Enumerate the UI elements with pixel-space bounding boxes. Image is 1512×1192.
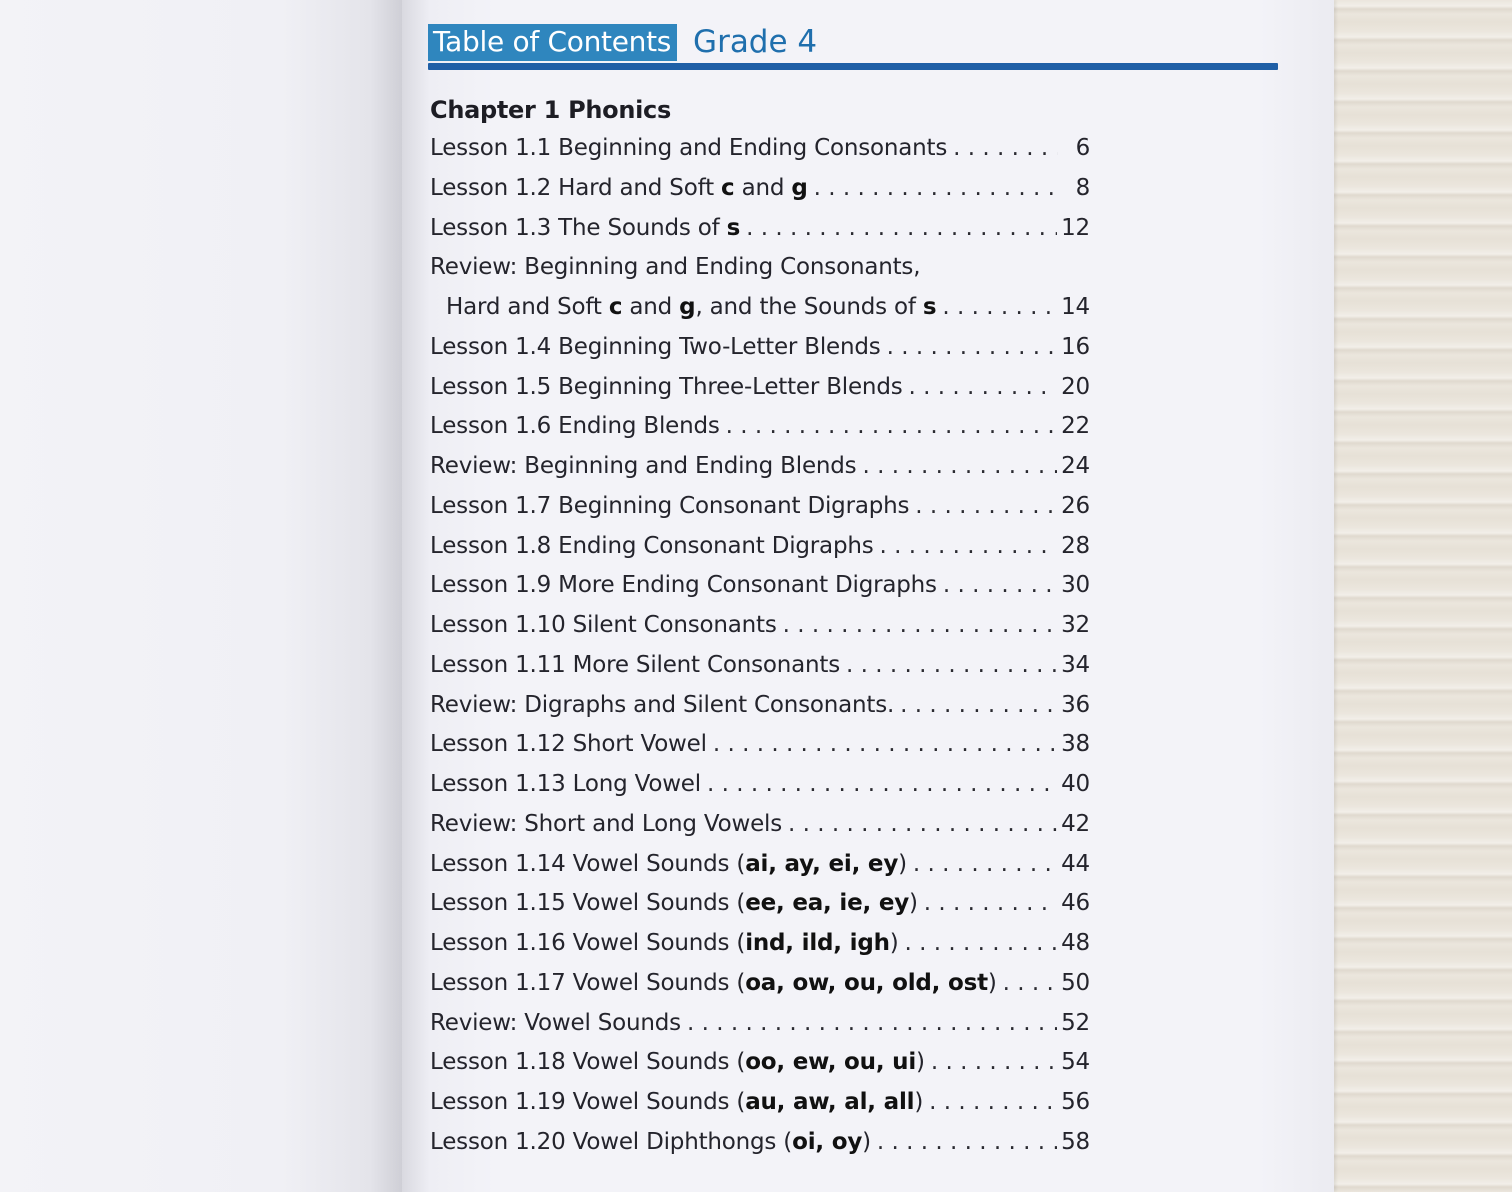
toc-entry-title: Lesson 1.9 More Ending Consonant Digraphs [430, 572, 937, 599]
page-header [428, 22, 817, 62]
dot-leader [953, 135, 1058, 161]
dot-leader [887, 334, 1058, 360]
toc-entry [430, 135, 1090, 175]
dot-leader [924, 890, 1057, 916]
toc-entry-page-number: 30 [1061, 572, 1090, 599]
toc-entry-page-number: 14 [1061, 294, 1090, 320]
toc-entry-title: Lesson 1.17 Vowel Sounds (oa, ow, ou, old, ost) [430, 969, 997, 996]
toc-entry [430, 890, 1090, 930]
toc-entry-title: Lesson 1.13 Long Vowel [430, 771, 701, 797]
dot-leader [846, 652, 1057, 678]
toc-entry-page-number: 42 [1061, 810, 1090, 837]
toc-entry-page-number: 36 [1061, 691, 1090, 718]
toc-entry [430, 334, 1090, 374]
toc-entry [430, 612, 1090, 652]
toc-entry-title: Lesson 1.8 Ending Consonant Digraphs [430, 532, 874, 559]
dot-leader [900, 692, 1057, 718]
toc-entry [430, 771, 1090, 811]
dot-leader [707, 771, 1057, 797]
toc-entry [430, 215, 1090, 255]
toc-entry-title: Lesson 1.3 The Sounds of s [430, 214, 741, 241]
toc-entry-title: Review: Vowel Sounds [430, 1009, 681, 1036]
dot-leader [943, 572, 1057, 598]
toc-entry-title: Lesson 1.12 Short Vowel [430, 731, 707, 758]
toc-entry [430, 1049, 1090, 1089]
toc-entry-page-number: 6 [1075, 135, 1090, 161]
toc-entry-title: Lesson 1.11 More Silent Consonants [430, 651, 840, 678]
toc-entry [430, 1129, 1090, 1169]
dot-leader [942, 294, 1057, 320]
toc-entry-page-number: 58 [1061, 1128, 1090, 1155]
toc-entry [430, 811, 1090, 851]
toc-entry-title: Hard and Soft c and g, and the Sounds of s [446, 294, 937, 320]
toc-entry-page-number: 40 [1061, 771, 1090, 797]
dot-leader [905, 930, 1058, 956]
toc-entry-page-number: 32 [1061, 612, 1090, 638]
header-rule [428, 63, 1278, 70]
toc-entry-title: Lesson 1.1 Beginning and Ending Consonants [430, 135, 948, 161]
table-surface [1322, 0, 1512, 1192]
toc-entry-page-number: 24 [1061, 453, 1090, 479]
toc-entry-page-number: 38 [1061, 731, 1090, 758]
toc-entry-title: Lesson 1.14 Vowel Sounds (ai, ay, ei, ey) [430, 850, 907, 877]
toc-entry-page-number: 48 [1061, 930, 1090, 956]
toc-entry-title: Lesson 1.5 Beginning Three-Letter Blends [430, 373, 903, 400]
dot-leader [929, 1089, 1057, 1115]
toc-entry [430, 1010, 1090, 1050]
toc-entry-page-number: 54 [1061, 1049, 1090, 1076]
toc-entry-title: Lesson 1.16 Vowel Sounds (ind, ild, igh) [430, 930, 899, 956]
toc-entry-title: Lesson 1.4 Beginning Two-Letter Blends [430, 333, 881, 360]
toc-entry [430, 294, 1090, 334]
dot-leader [746, 215, 1057, 241]
dot-leader [913, 851, 1057, 877]
dot-leader [788, 811, 1057, 837]
toc-entry-title: Lesson 1.18 Vowel Sounds (oo, ew, ou, ui) [430, 1049, 925, 1076]
toc-entry-page-number: 16 [1061, 333, 1090, 360]
toc-entry-page-number: 26 [1061, 492, 1090, 519]
dot-leader [713, 731, 1057, 757]
dot-leader [877, 1129, 1057, 1155]
chapter-title: Chapter 1 Phonics [430, 96, 671, 124]
toc-entry [430, 413, 1090, 453]
right-page [402, 0, 1334, 1192]
toc-entry-title: Review: Beginning and Ending Consonants, [430, 254, 921, 281]
toc-entry-title: Lesson 1.6 Ending Blends [430, 413, 720, 440]
toc-entry [430, 254, 1090, 294]
toc-entry-title: Review: Digraphs and Silent Consonants. [430, 691, 895, 718]
toc-entry-title: Lesson 1.19 Vowel Sounds (au, aw, al, all) [430, 1089, 924, 1115]
toc-entry [430, 970, 1090, 1010]
toc-entry [430, 731, 1090, 771]
toc-entry-title: Review: Short and Long Vowels [430, 810, 783, 837]
dot-leader [915, 493, 1057, 519]
toc-entry [430, 374, 1090, 414]
toc-entry-page-number: 12 [1061, 214, 1090, 241]
toc-entry-title: Lesson 1.2 Hard and Soft c and g [430, 174, 808, 201]
dot-leader [726, 413, 1057, 439]
toc-entry-page-number: 52 [1061, 1009, 1090, 1036]
toc-entry-page-number: 8 [1075, 174, 1090, 201]
dot-leader [909, 374, 1058, 400]
toc-entry [430, 572, 1090, 612]
toc-entry-title: Lesson 1.7 Beginning Consonant Digraphs [430, 492, 910, 519]
toc-entry [430, 493, 1090, 533]
toc-entry-page-number: 28 [1061, 532, 1090, 559]
toc-entry-title: Review: Beginning and Ending Blends [430, 453, 857, 479]
toc-entry-title: Lesson 1.10 Silent Consonants [430, 612, 777, 638]
toc-entry [430, 692, 1090, 732]
toc-entry [430, 175, 1090, 215]
dot-leader [1003, 970, 1057, 996]
left-page [0, 0, 402, 1192]
toc-entry-page-number: 46 [1061, 890, 1090, 917]
toc-entry-page-number: 44 [1061, 850, 1090, 877]
toc-entry-title: Lesson 1.15 Vowel Sounds (ee, ea, ie, ey) [430, 890, 918, 917]
grade-heading: Grade 4 [693, 24, 818, 60]
toc-entry-page-number: 50 [1061, 969, 1090, 996]
dot-leader [862, 453, 1057, 479]
toc-entry-page-number: 22 [1061, 413, 1090, 440]
toc-entry [430, 533, 1090, 573]
toc-entry [430, 1089, 1090, 1129]
dot-leader [880, 533, 1058, 559]
dot-leader [687, 1010, 1057, 1036]
dot-leader [931, 1049, 1057, 1075]
dot-leader [783, 612, 1057, 638]
toc-entry [430, 930, 1090, 970]
toc-entry-page-number: 56 [1061, 1089, 1090, 1115]
toc-entry [430, 453, 1090, 493]
toc-entry [430, 851, 1090, 891]
toc-entry-page-number: 34 [1061, 651, 1090, 678]
dot-leader [814, 175, 1058, 201]
toc-heading: Table of Contents [428, 24, 677, 61]
toc-entry [430, 652, 1090, 692]
toc-entry-page-number: 20 [1061, 373, 1090, 400]
toc-entry-title: Lesson 1.20 Vowel Diphthongs (oi, oy) [430, 1128, 871, 1155]
toc-list [430, 135, 1090, 1169]
